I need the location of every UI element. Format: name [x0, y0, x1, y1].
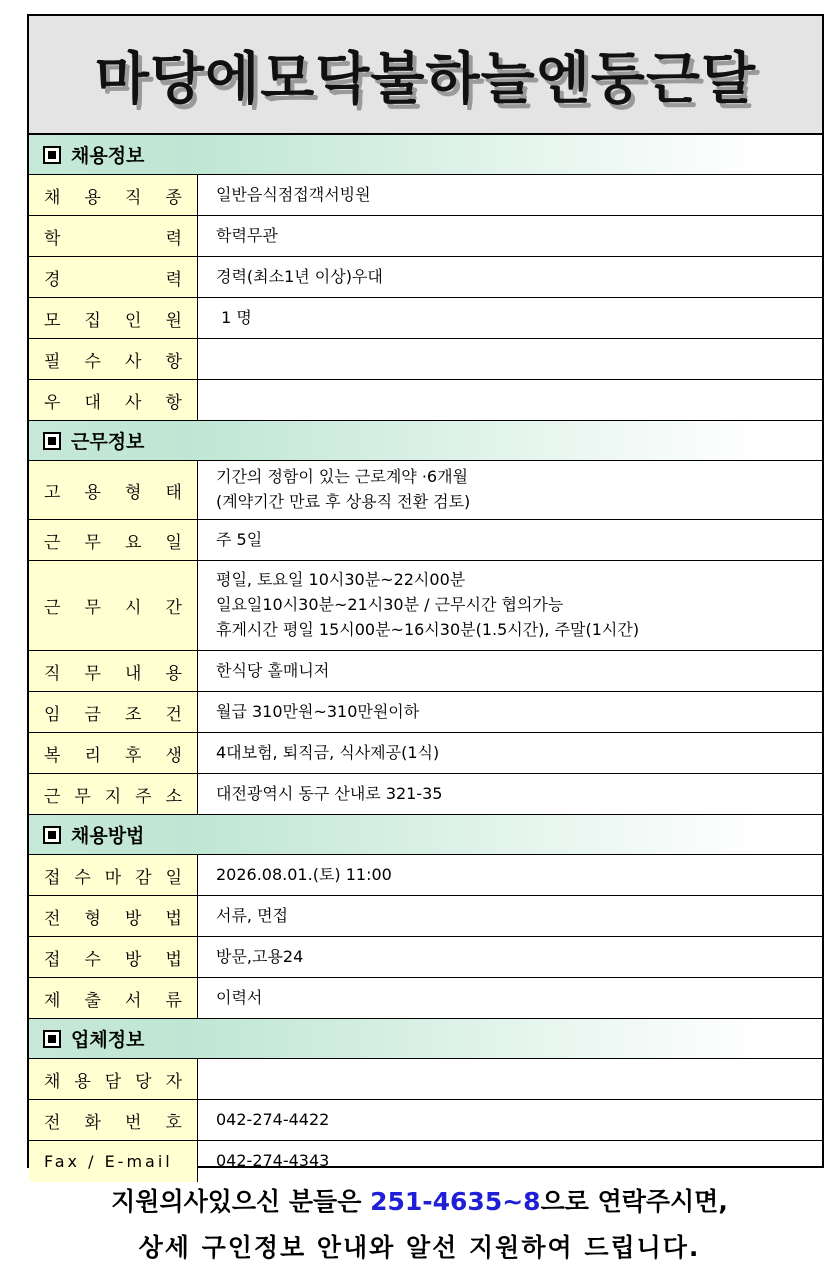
value-line: 한식당 홀매니저 [216, 660, 330, 680]
value-line: 서류, 면접 [216, 905, 288, 925]
info-row [29, 298, 822, 339]
label-char: 호 [165, 1112, 182, 1133]
section-header [29, 421, 822, 461]
row-value [198, 937, 822, 977]
posting-body [29, 135, 822, 1182]
label-char: 번 [125, 1112, 142, 1133]
row-label [29, 937, 198, 977]
label-char: 무 [84, 532, 101, 553]
square-bullet-icon [43, 1030, 61, 1048]
value-line: 2026.08.01.(토) 11:00 [216, 864, 392, 884]
label-char: 무 [74, 786, 91, 807]
row-value [198, 692, 822, 732]
contact-line-2: 상세 구인정보 안내와 알선 지원하여 드립니다. [138, 1233, 701, 1262]
info-row [29, 692, 822, 733]
row-value [198, 651, 822, 691]
value-line: 일요일10시30분~21시30분 / 근무시간 협의가능 [216, 595, 564, 615]
row-label [29, 298, 198, 338]
label-char: Fax / E-mail [44, 1152, 173, 1171]
label-char: 집 [84, 310, 101, 331]
value-line: 이력서 [216, 987, 263, 1007]
value-line: 경력(최소1년 이상)우대 [216, 266, 383, 286]
value-line: 일반음식점접객서빙원 [216, 184, 371, 204]
info-row [29, 339, 822, 380]
label-char: 건 [165, 704, 182, 725]
info-row [29, 978, 822, 1019]
row-label [29, 1141, 198, 1182]
square-bullet-icon [43, 432, 61, 450]
label-char: 접 [44, 949, 61, 970]
value-line: 4대보험, 퇴직금, 식사제공(1식) [216, 742, 440, 762]
label-char: 인 [125, 310, 142, 331]
label-char: 근 [44, 532, 61, 553]
value-line: 학력무관 [216, 225, 278, 245]
value-line: 042-274-4422 [216, 1109, 330, 1129]
label-char: 채 [44, 187, 61, 208]
square-bullet-icon [43, 146, 61, 164]
label-char: 원 [165, 310, 182, 331]
row-label [29, 1059, 198, 1099]
row-label [29, 520, 198, 560]
label-char: 전 [44, 908, 61, 929]
label-char: 일 [165, 867, 182, 888]
row-value [198, 175, 822, 215]
label-char: 제 [44, 990, 61, 1011]
row-value [198, 216, 822, 256]
label-char: 일 [165, 532, 182, 553]
section-title: 채용방법 [71, 825, 145, 847]
square-bullet-icon [43, 826, 61, 844]
value-line: 대전광역시 동구 산내로 321-35 [216, 783, 443, 803]
info-row [29, 1059, 822, 1100]
label-char: 형 [125, 482, 142, 503]
label-char: 무 [84, 598, 101, 618]
row-label [29, 651, 198, 691]
row-label [29, 216, 198, 256]
row-label [29, 1100, 198, 1140]
section-title: 업체정보 [71, 1029, 145, 1051]
label-char: 항 [165, 392, 182, 413]
label-char: 태 [165, 482, 182, 503]
label-char: 직 [44, 663, 61, 684]
row-label [29, 380, 198, 420]
info-row [29, 520, 822, 561]
info-row [29, 1141, 822, 1182]
info-row [29, 651, 822, 692]
row-label [29, 855, 198, 895]
info-row [29, 937, 822, 978]
section-header [29, 1019, 822, 1059]
label-char: 채 [44, 1071, 61, 1092]
label-char: 전 [44, 1112, 61, 1133]
row-label [29, 175, 198, 215]
label-char: 학 [44, 228, 61, 249]
value-line: 방문,고용24 [216, 946, 304, 966]
label-char: 주 [135, 786, 152, 807]
label-char: 임 [44, 704, 61, 725]
label-char: 시 [125, 598, 142, 618]
section-title: 근무정보 [71, 431, 145, 453]
row-label [29, 257, 198, 297]
label-char: 경 [44, 269, 61, 290]
label-char: 자 [165, 1071, 182, 1092]
label-char: 법 [165, 908, 182, 929]
label-char: 생 [165, 745, 182, 766]
label-char: 대 [84, 392, 101, 413]
row-label [29, 774, 198, 814]
label-char: 당 [135, 1071, 152, 1092]
section-header [29, 135, 822, 175]
value-line: 042-274-4343 [216, 1151, 330, 1171]
title-banner [29, 16, 822, 135]
label-char: 방 [125, 949, 142, 970]
section-title: 채용정보 [71, 145, 145, 167]
info-row [29, 461, 822, 520]
label-char: 서 [125, 990, 142, 1011]
value-line: 1 명 [216, 307, 252, 327]
row-value [198, 298, 822, 338]
label-char: 출 [84, 990, 101, 1011]
label-char: 항 [165, 351, 182, 372]
info-row [29, 896, 822, 937]
label-char: 지 [104, 786, 122, 807]
label-char: 접 [44, 867, 61, 888]
row-value [198, 257, 822, 297]
row-value [198, 1059, 822, 1099]
row-value [198, 339, 822, 379]
info-row [29, 1100, 822, 1141]
label-char: 류 [165, 990, 182, 1011]
value-line: 월급 310만원~310만원이하 [216, 701, 420, 721]
label-char: 복 [44, 745, 61, 766]
label-char: 화 [84, 1112, 101, 1133]
label-char: 조 [125, 704, 142, 725]
row-value [198, 733, 822, 773]
row-value [198, 1100, 822, 1140]
label-char: 담 [104, 1071, 122, 1092]
label-char: 후 [125, 745, 142, 766]
row-value [198, 461, 822, 519]
label-char: 필 [44, 351, 61, 372]
label-char: 내 [125, 663, 142, 684]
section-header [29, 815, 822, 855]
label-char: 무 [84, 663, 101, 684]
row-label [29, 896, 198, 936]
label-char: 리 [84, 745, 101, 766]
contact-phone: 251-4635~8 [370, 1187, 541, 1216]
value-line: 주 5일 [216, 529, 263, 549]
label-char: 소 [165, 786, 182, 807]
row-value [198, 896, 822, 936]
label-char: 사 [125, 392, 142, 413]
row-value [198, 380, 822, 420]
contact-line-1 [0, 1182, 839, 1218]
label-char: 형 [84, 908, 101, 929]
row-value [198, 978, 822, 1018]
row-value [198, 520, 822, 560]
row-value [198, 561, 822, 650]
info-row [29, 175, 822, 216]
info-row [29, 561, 822, 651]
label-char: 금 [84, 704, 101, 725]
row-value [198, 855, 822, 895]
value-line: 기간의 정함이 있는 근로계약 ·6개월 [216, 467, 468, 487]
row-label [29, 692, 198, 732]
row-value [198, 1141, 822, 1182]
row-label [29, 561, 198, 650]
label-char: 용 [165, 663, 182, 684]
value-line: (계약기간 만료 후 상용직 전환 검토) [216, 492, 471, 511]
row-value [198, 774, 822, 814]
label-char: 사 [125, 351, 142, 372]
label-char: 근 [44, 598, 61, 618]
label-char: 수 [74, 867, 91, 888]
row-label [29, 461, 198, 519]
label-char: 마 [104, 867, 122, 888]
row-label [29, 339, 198, 379]
label-char: 법 [165, 949, 182, 970]
label-char: 수 [84, 949, 101, 970]
row-label [29, 978, 198, 1018]
page-title: 마당에모닥불하늘엔둥근달 [94, 46, 757, 112]
info-row [29, 733, 822, 774]
label-char: 직 [125, 187, 142, 208]
label-char: 력 [165, 228, 182, 249]
label-char: 우 [44, 392, 61, 413]
label-char: 요 [125, 532, 142, 553]
info-row [29, 380, 822, 421]
label-char: 용 [74, 1071, 91, 1092]
contact-prefix: 지원의사있으신 분들은 [111, 1187, 371, 1216]
label-char: 력 [165, 269, 182, 290]
info-row [29, 855, 822, 896]
info-row [29, 216, 822, 257]
row-label [29, 733, 198, 773]
label-char: 간 [165, 598, 182, 618]
label-char: 근 [44, 786, 61, 807]
label-char: 종 [165, 187, 182, 208]
label-char: 수 [84, 351, 101, 372]
label-char: 용 [84, 187, 101, 208]
contact-suffix: 으로 연락주시면, [540, 1187, 728, 1216]
label-char: 감 [135, 867, 152, 888]
label-char: 용 [84, 482, 101, 503]
info-row [29, 257, 822, 298]
label-char: 모 [44, 310, 61, 331]
label-char: 고 [44, 482, 61, 503]
info-row [29, 774, 822, 815]
value-line: 평일, 토요일 10시30분~22시00분 [216, 570, 466, 590]
job-posting-frame [27, 14, 824, 1171]
label-char: 방 [125, 908, 142, 929]
value-line: 휴게시간 평일 15시00분~16시30분(1.5시간), 주말(1시간) [216, 619, 640, 639]
